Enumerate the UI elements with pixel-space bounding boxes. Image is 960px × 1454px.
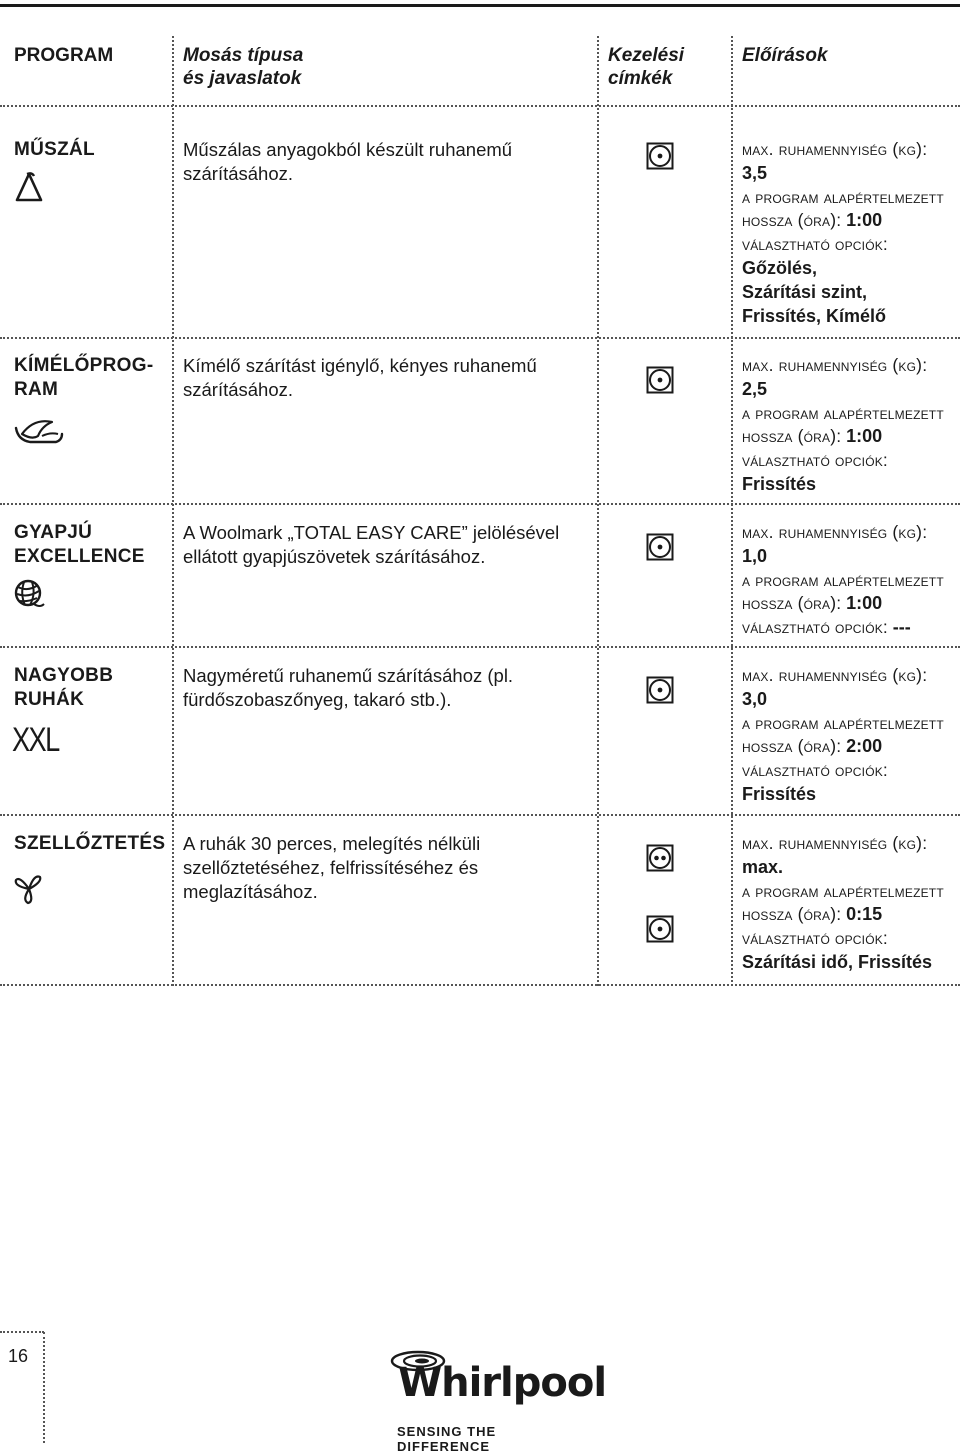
program-name-airing: SZELLŐZTETÉS bbox=[14, 833, 166, 854]
header-program: PROGRAM bbox=[14, 45, 114, 66]
brand-tagline: SENSING THE DIFFERENCE bbox=[397, 1424, 497, 1454]
tumble-dry-normal-icon bbox=[646, 844, 674, 872]
max-load-label: max. ruhamennyiség (kg): bbox=[742, 833, 928, 853]
options-value: --- bbox=[892, 617, 911, 638]
delicate-icon bbox=[12, 414, 66, 448]
program-name-synthetic: MŰSZÁL bbox=[14, 139, 95, 160]
footer-separator bbox=[43, 1332, 45, 1443]
options-value: Szárítási szint, bbox=[742, 281, 868, 302]
program-name-bulky: NAGYOBB RUHÁK bbox=[14, 665, 114, 710]
duration-label: a program alapértelmezett bbox=[742, 712, 944, 733]
duration-label: a program alapértelmezett bbox=[742, 402, 944, 423]
options-label: választható opciók: bbox=[742, 234, 888, 255]
page-number: 16 bbox=[8, 1346, 29, 1366]
options-value: Gőzölés, bbox=[742, 257, 818, 278]
row-separator bbox=[0, 646, 960, 648]
max-load-value: 1,0 bbox=[742, 545, 768, 566]
duration-value: 1:00 bbox=[846, 210, 883, 231]
options-value: Frissítés bbox=[742, 473, 817, 494]
duration-value: 1:00 bbox=[846, 593, 883, 614]
duration-label: hossza (óra): bbox=[742, 210, 842, 231]
max-load-value: 3,5 bbox=[742, 162, 768, 183]
row-separator bbox=[0, 984, 960, 986]
top-rule bbox=[0, 4, 960, 7]
program-description: Kímélő szárítást igénylő, kényes ruhanemű szárításához. bbox=[183, 355, 537, 400]
options-label: választható opciók: bbox=[742, 617, 888, 638]
max-load-value: max. bbox=[742, 856, 784, 877]
header-wash-type: Mosás típusa és javaslatok bbox=[183, 45, 304, 89]
duration-label: hossza (óra): bbox=[742, 736, 842, 757]
options-value: Frissítés bbox=[742, 783, 817, 804]
synthetic-icon bbox=[12, 170, 46, 204]
program-specs bbox=[742, 354, 957, 497]
brand-name: Whirlpool bbox=[398, 1360, 607, 1406]
tumble-dry-low-icon bbox=[646, 366, 674, 394]
column-separator bbox=[597, 36, 599, 986]
duration-value: 0:15 bbox=[846, 904, 883, 925]
options-label: választható opciók: bbox=[742, 760, 888, 781]
column-separator bbox=[172, 36, 174, 986]
duration-value: 2:00 bbox=[846, 736, 883, 757]
row-separator bbox=[0, 814, 960, 816]
row-separator bbox=[0, 105, 960, 107]
row-separator bbox=[0, 503, 960, 505]
xxl-icon: XXL bbox=[12, 721, 59, 759]
header-care-labels: Kezelési címkék bbox=[608, 45, 685, 89]
wool-icon bbox=[12, 578, 46, 612]
tumble-dry-low-icon bbox=[646, 533, 674, 561]
max-load-label: max. ruhamennyiség (kg): bbox=[742, 665, 928, 685]
tumble-dry-low-icon bbox=[646, 676, 674, 704]
max-load-value: 2,5 bbox=[742, 378, 768, 399]
max-load-label: max. ruhamennyiség (kg): bbox=[742, 355, 928, 375]
program-name-wool: GYAPJÚ EXCELLENCE bbox=[14, 522, 145, 567]
duration-label: a program alapértelmezett bbox=[742, 569, 944, 590]
program-specs bbox=[742, 521, 957, 640]
header-rules: Előírások bbox=[742, 45, 828, 66]
max-load-value: 3,0 bbox=[742, 688, 768, 709]
duration-label: hossza (óra): bbox=[742, 904, 842, 925]
options-label: választható opciók: bbox=[742, 928, 888, 949]
footer-separator bbox=[0, 1331, 44, 1333]
program-specs bbox=[742, 664, 957, 807]
program-description: A Woolmark „TOTAL EASY CARE” jelölésével ellátott gyapjúszövetek szárításához. bbox=[183, 522, 560, 567]
whirlpool-logo bbox=[390, 1350, 607, 1454]
max-load-label: max. ruhamennyiség (kg): bbox=[742, 522, 928, 542]
options-value: Szárítási idő, Frissítés bbox=[742, 951, 933, 972]
row-separator bbox=[0, 337, 960, 339]
options-label: választható opciók: bbox=[742, 450, 888, 471]
duration-label: a program alapértelmezett bbox=[742, 186, 944, 207]
program-name-delicate: KÍMÉLŐPROG- RAM bbox=[14, 355, 154, 400]
tumble-dry-low-icon bbox=[646, 915, 674, 943]
program-specs bbox=[742, 832, 957, 975]
duration-label: a program alapértelmezett bbox=[742, 880, 944, 901]
duration-label: hossza (óra): bbox=[742, 593, 842, 614]
program-description: A ruhák 30 perces, melegítés nélküli szellőztetéséhez, felfrissítéséhez és meglazításához. bbox=[183, 833, 481, 902]
fan-icon bbox=[12, 872, 46, 906]
duration-value: 1:00 bbox=[846, 426, 883, 447]
program-specs bbox=[742, 138, 957, 328]
tumble-dry-low-icon bbox=[646, 142, 674, 170]
program-description: Nagyméretű ruhanemű szárításához (pl. fürdőszobaszőnyeg, takaró stb.). bbox=[183, 665, 514, 710]
program-description: Műszálas anyagokból készült ruhanemű szárításához. bbox=[183, 139, 513, 184]
options-value: Frissítés, Kímélő bbox=[742, 305, 887, 326]
column-separator bbox=[731, 36, 733, 986]
duration-label: hossza (óra): bbox=[742, 426, 842, 447]
max-load-label: max. ruhamennyiség (kg): bbox=[742, 139, 928, 159]
